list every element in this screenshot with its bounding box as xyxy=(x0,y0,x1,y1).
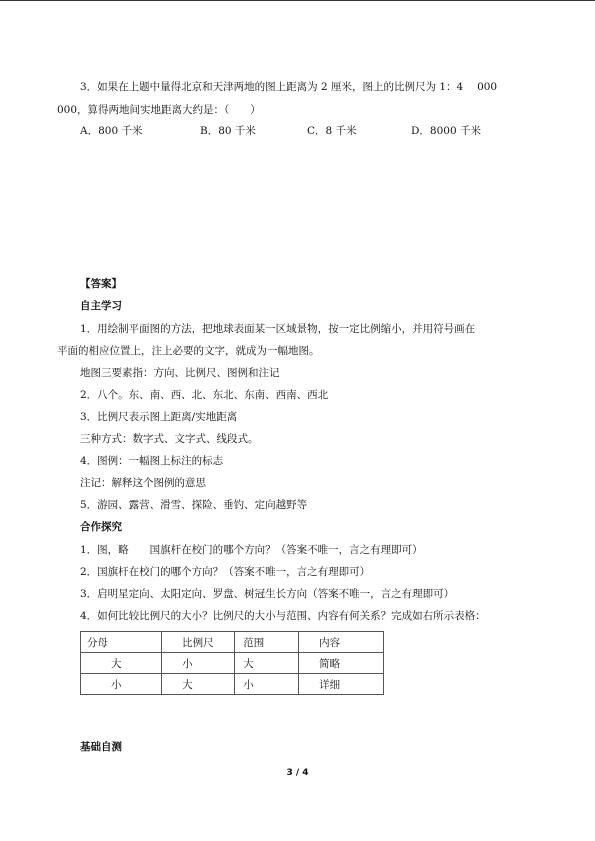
answer-line: 地图三要素指：方向、比例尺、图例和注记 xyxy=(80,367,280,379)
answer-line: 3．比例尺表示图上距离/实地距离 xyxy=(80,411,238,423)
option-b: B．80 千米 xyxy=(200,125,256,137)
answer-line: 1．用绘制平面图的方法，把地球表面某一区域景物，按一定比例缩小，并用符号画在 xyxy=(80,323,476,335)
table-cell: 小 xyxy=(235,674,299,695)
section-title-cooperative-inquiry: 合作探究 xyxy=(80,521,122,533)
table-cell: 详细 xyxy=(299,674,384,695)
scale-comparison-table xyxy=(80,631,384,695)
table-cell: 小 xyxy=(81,674,162,695)
answer-line: 三种方式：数字式、文字式、线段式。 xyxy=(80,433,259,445)
answer-line: 3．启明星定向、太阳定向、罗盘、树冠生长方向（答案不唯一，言之有理即可） xyxy=(80,588,455,600)
section-title-basic-self-test: 基础自测 xyxy=(80,741,122,753)
answer-line: 2．八个。东、南、西、北、东北、东南、西南、西北 xyxy=(80,389,329,401)
section-title-self-study: 自主学习 xyxy=(80,300,122,312)
answer-line: 平面的相应位置上，注上必要的文字，就成为一幅地图。 xyxy=(57,345,320,357)
page-number: 3 / 4 xyxy=(286,768,309,778)
table-header-cell: 范围 xyxy=(235,632,299,653)
table-header-row xyxy=(81,632,384,653)
table-cell: 小 xyxy=(162,653,235,674)
table-header-cell: 内容 xyxy=(299,632,384,653)
option-d: D．8000 千米 xyxy=(411,125,481,137)
page-top-border xyxy=(0,0,595,1)
answer-line: 5．游园、露营、滑雪、探险、垂钓、定向越野等 xyxy=(80,499,308,511)
answer-line: 注记：解释这个图例的意思 xyxy=(80,477,206,489)
option-a: A．800 千米 xyxy=(80,125,143,137)
question-3-line-2: 000，算得两地间实地距离大约是：（ ） xyxy=(57,104,261,116)
table-row xyxy=(81,653,384,674)
table-cell: 大 xyxy=(162,674,235,695)
table-cell: 简略 xyxy=(299,653,384,674)
table-cell: 大 xyxy=(81,653,162,674)
table-row xyxy=(81,674,384,695)
answer-header: 【答案】 xyxy=(80,278,122,290)
table-header-cell: 比例尺 xyxy=(162,632,235,653)
option-c: C．8 千米 xyxy=(307,125,357,137)
table-header-cell: 分母 xyxy=(81,632,162,653)
answer-line: 1．图，略 国旗杆在校门的哪个方向？（答案不唯一，言之有理即可） xyxy=(80,544,423,556)
answer-line: 4．如何比较比例尺的大小？比例尺的大小与范围、内容有何关系？完成如右所示表格： xyxy=(80,610,486,622)
answer-line: 4．图例：一幅图上标注的标志 xyxy=(80,455,224,467)
answer-line: 2．国旗杆在校门的哪个方向？（答案不唯一，言之有理即可） xyxy=(80,566,371,578)
table-cell: 大 xyxy=(235,653,299,674)
question-3-line-1: 3．如果在上题中量得北京和天津两地的图上距离为 2 厘米，图上的比例尺为 1：4 000 xyxy=(80,81,498,93)
